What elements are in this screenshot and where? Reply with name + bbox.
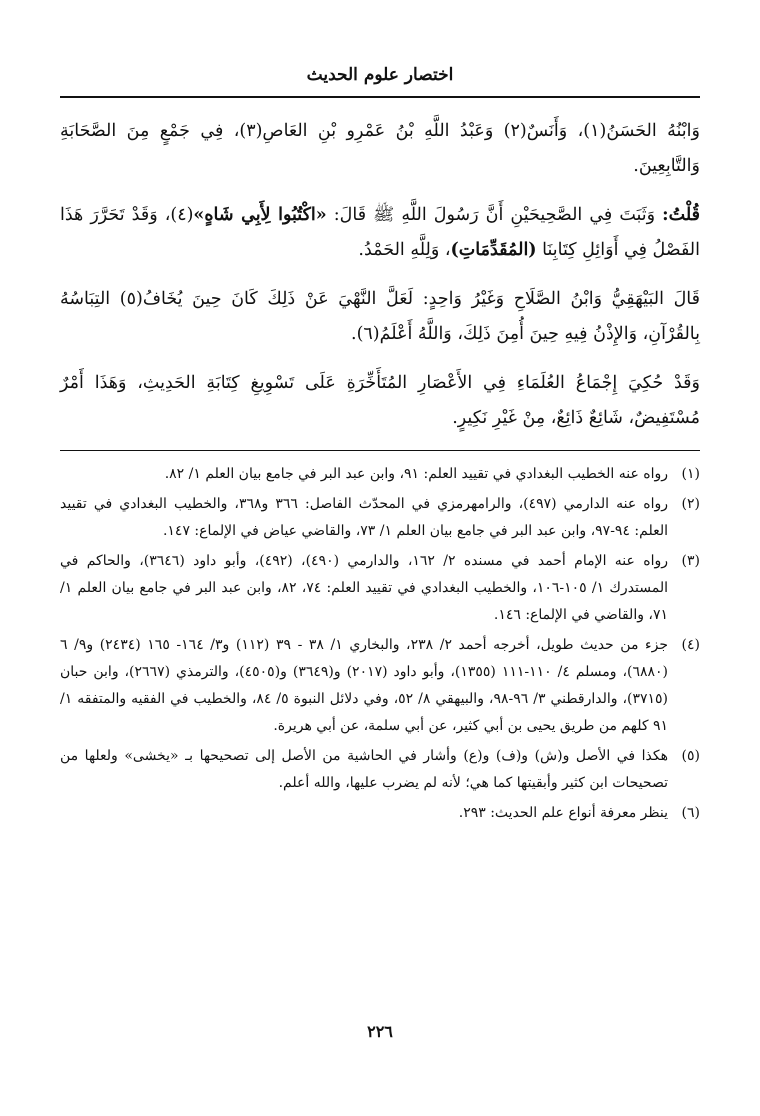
footnote-text: جزء من حديث طويل، أخرجه أحمد ٢/ ٢٣٨، والبخاري ١/ ٣٨ - ٣٩ (١١٢) و٣/ ١٦٤- ١٦٥ (٢٤٣٤) و٩/ ٦ (٦٨٨٠)، ومسلم ٤/ ١١٠-١١١ (١٣٥٥)، وأبو داود (٢٠١٧) و(٣٦٤٩) و(٤٥٠٥)، والترمذي (٢٦٦٧)، وابن حبان (٣٧١٥)، والدارقطني ٣/ ٩٦-٩٨، والبيهقي ٨/ ٥٢، وفي دلائل النبوة ٥/ ٨٤، والخطيب في الفقيه والمتفقه ١/ ٩١ كلهم من طريق يحيى بن أبي كثير، عن أبي سلمة، عن أبي هريرة.	[60, 637, 668, 734]
paragraph-4: وَقَدْ حُكِيَ إِجْمَاعُ العُلَمَاءِ فِي الأَعْصَارِ المُتَأَخِّرَةِ عَلَى تَسْوِيغِ كِتَابَةِ الحَدِيثِ، وَهَذَا أَمْرٌ مُسْتَفِيضٌ، شَائِعٌ ذَائِعٌ، مِنْ غَيْرِ نَكِيرٍ.	[60, 373, 700, 428]
footnotes	[60, 461, 700, 827]
book-page	[60, 60, 700, 1070]
qultu-lead: قُلْتُ:	[662, 205, 700, 225]
hadith-quote: «اكْتُبُوا لِأَبِي شَاهٍ»	[193, 205, 327, 225]
footnote-separator	[60, 450, 700, 451]
footnote-text: هكذا في الأصل و(ش) و(ف) و(ع) وأشار في الحاشية من الأصل إلى تصحيحها بـ «يخشى» ولعلها من تصحيحات ابن كثير وأبقيتها كما هي؛ لأنه لم يضرب عليها، والله أعلم.	[60, 748, 668, 791]
footnote-5	[60, 743, 700, 797]
footnote-1	[60, 461, 700, 488]
footnote-2	[60, 491, 700, 545]
footnote-text: رواه عنه الخطيب البغدادي في تقييد العلم: ٩١، وابن عبد البر في جامع بيان العلم ١/ ٨٢.	[164, 466, 668, 482]
paragraph-2	[60, 198, 700, 268]
running-header	[60, 60, 700, 90]
footnote-number: (٢)	[681, 496, 700, 512]
header-title: اختصار علوم الحديث	[306, 65, 454, 85]
paragraph-2-part-c: ، وَلِلَّهِ الحَمْدُ.	[358, 240, 451, 260]
footnote-number: (٤)	[681, 637, 700, 653]
page-number: ٢٢٦	[367, 1022, 393, 1041]
footnote-number: (١)	[681, 466, 700, 482]
footnote-text: ينظر معرفة أنواع علم الحديث: ٢٩٣.	[458, 805, 668, 821]
paragraph-2-part-b: (٤)، وَقَدْ تَحَرَّرَ هَذَا الفَصْلُ فِي أَوَائِلِ كِتَابِنَا	[60, 205, 700, 260]
footnote-text: رواه عنه الدارمي (٤٩٧)، والرامهرمزي في المحدّث الفاصل: ٣٦٦ و٣٦٨، والخطيب البغدادي في تقييد العلم: ٩٤-٩٧، وابن عبد البر في جامع بيان العلم ١/ ٧٣، والقاضي عياض في الإلماع: ١٤٧.	[60, 496, 668, 539]
paragraph-1: وَابْنُهُ الحَسَنُ(١)، وَأَنَسٌ(٢) وَعَبْدُ اللَّهِ بْنُ عَمْرِو بْنِ العَاصِ(٣)، فِي جَمْعٍ مِنَ الصَّحَابَةِ وَالتَّابِعِينَ.	[60, 121, 700, 176]
footnote-4	[60, 632, 700, 740]
header-rule	[60, 96, 700, 98]
footnote-number: (٥)	[681, 748, 700, 764]
footnote-3	[60, 548, 700, 629]
footnote-number: (٦)	[681, 805, 700, 821]
main-text	[60, 114, 700, 436]
footnote-6	[60, 800, 700, 827]
paragraph-3: قَالَ البَيْهَقِيُّ وَابْنُ الصَّلَاحِ وَغَيْرُ وَاحِدٍ: لَعَلَّ النَّهْيَ عَنْ ذَلِكَ كَانَ حِينَ يُخَافُ(٥) التِبَاسُهُ بِالقُرْآنِ، وَالإِذْنُ فِيهِ حِينَ أُمِنَ ذَلِكَ، وَاللَّهُ أَعْلَمُ(٦).	[60, 289, 700, 344]
book-title-muqaddimat: (المُقَدِّمَاتِ)	[450, 240, 537, 260]
footnote-number: (٣)	[681, 553, 700, 569]
paragraph-2-part-a: وَثَبَتَ فِي الصَّحِيحَيْنِ أَنَّ رَسُولَ اللَّهِ ﷺ قَالَ:	[326, 205, 663, 225]
footnote-text: رواه عنه الإمام أحمد في مسنده ٢/ ١٦٢، والدارمي (٤٩٠)، (٤٩٢)، وأبو داود (٣٦٤٦)، والحاكم في المستدرك ١/ ١٠٥-١٠٦، والخطيب البغدادي في تقييد العلم: ٧٤، ٨٢، وابن عبد البر في جامع بيان العلم ١/ ٧١، والقاضي في الإلماع: ١٤٦.	[60, 553, 668, 623]
